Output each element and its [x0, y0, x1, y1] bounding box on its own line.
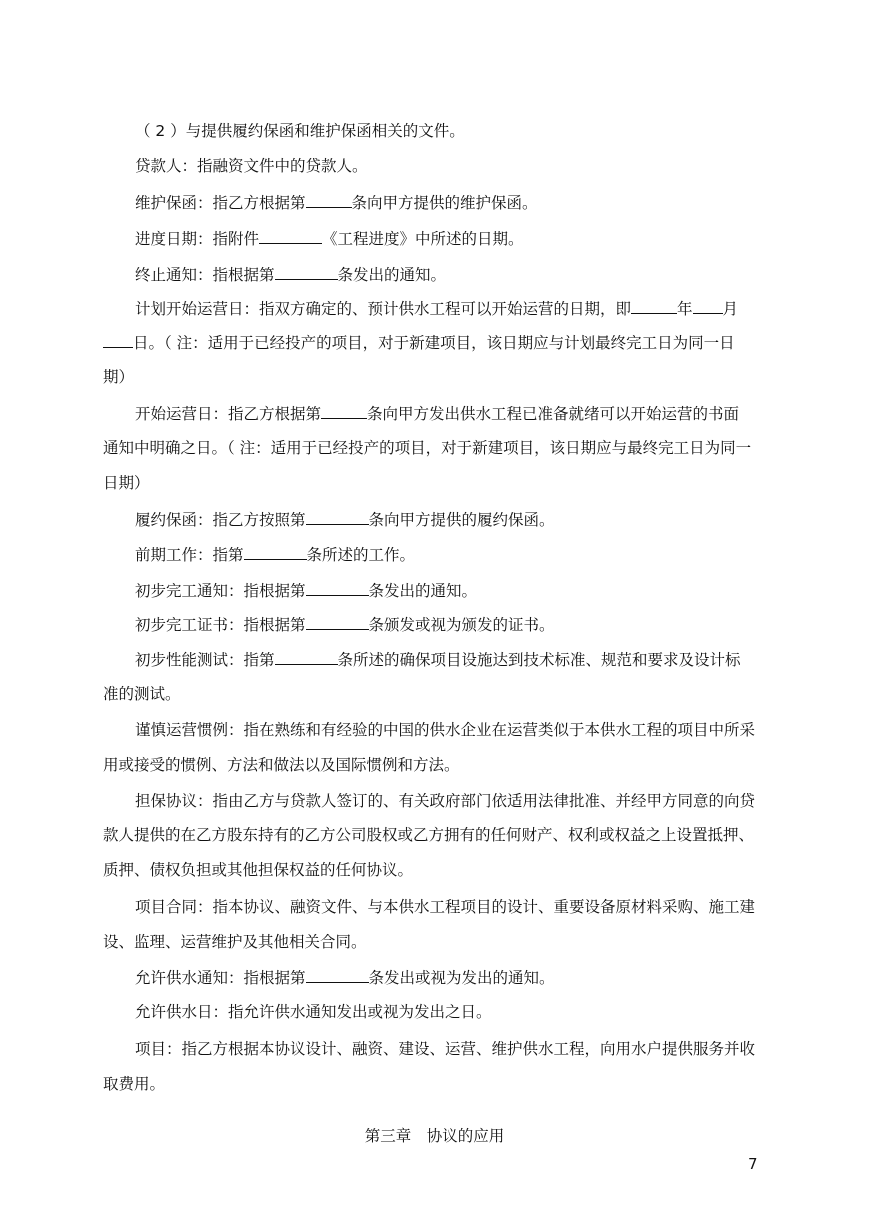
- definition-preliminary-performance-test: 初步性能测试：指第 条所述的确保项目设施达到技术标准、规范和要求及设计标: [135, 651, 741, 669]
- blank-line: [259, 228, 322, 244]
- paragraph-line: 日。（ 注：适用于已经投产的项目，对于新建项目，该日期应与计划最终完工日为同一日: [103, 332, 735, 353]
- definition-security-agreement: 担保协议：指由乙方与贷款人签订的、有关政府部门依适用法律批准、并经甲方同意的向贷: [135, 792, 756, 810]
- blank-line: [306, 509, 369, 525]
- definition-project-contracts: 项目合同：指本协议、融资文件、与本供水工程项目的设计、重要设备原材料采购、施工建: [135, 898, 756, 916]
- definition-lender: 贷款人：指融资文件中的贷款人。: [135, 157, 368, 175]
- blank-line: [631, 298, 677, 314]
- definition-project: 项目：指乙方根据本协议设计、融资、建设、运营、维护供水工程，向用水户提供服务并收: [135, 1040, 756, 1058]
- definition-maintenance-guarantee: 维护保函：指乙方根据第 条向甲方提供的维护保函。: [135, 194, 538, 212]
- paragraph-line: 期）: [103, 368, 135, 386]
- blank-line: [306, 580, 369, 596]
- blank-line: [244, 544, 307, 560]
- blank-line: [275, 649, 338, 665]
- blank-line: [306, 192, 352, 208]
- paragraph-line: 日期）: [103, 474, 150, 492]
- paragraph-line: 用或接受的惯例、方法和做法以及国际惯例和方法。: [103, 756, 460, 774]
- paragraph-line: 设、监理、运营维护及其他相关合同。: [103, 933, 367, 951]
- blank-line: [321, 403, 367, 419]
- blank-line: [103, 332, 133, 348]
- definition-scheduled-operation-date: 计划开始运营日：指双方确定的、预计供水工程可以开始运营的日期，即 年 月: [135, 300, 739, 318]
- blank-line: [306, 614, 369, 630]
- blank-line: [693, 298, 723, 314]
- paragraph-line: 准的测试。: [103, 685, 181, 703]
- definition-termination-notice: 终止通知：指根据第 条发出的通知。: [135, 266, 447, 284]
- definition-schedule-date: 进度日期：指附件 《工程进度》中所述的日期。: [135, 230, 524, 248]
- definition-preliminary-work: 前期工作：指第 条所述的工作。: [135, 546, 416, 564]
- paragraph-line: （ 2 ）与提供履约保函和维护保函相关的文件。: [135, 122, 465, 140]
- paragraph-line: 质押、债权负担或其他担保权益的任何协议。: [103, 861, 414, 879]
- definition-operation-date: 开始运营日：指乙方根据第 条向甲方发出供水工程已准备就绪可以开始运营的书面: [135, 405, 740, 423]
- chapter-heading: 第三章 协议的应用: [364, 1127, 505, 1145]
- page-number: 7: [748, 1155, 758, 1173]
- definition-performance-guarantee: 履约保函：指乙方按照第 条向甲方提供的履约保函。: [135, 511, 555, 529]
- blank-line: [275, 264, 338, 280]
- definition-preliminary-completion-certificate: 初步完工证书：指根据第 条颁发或视为颁发的证书。: [135, 616, 555, 634]
- definition-prudent-operating-practice: 谨慎运营惯例：指在熟练和有经验的中国的供水企业在运营类似于本供水工程的项目中所采: [135, 721, 756, 739]
- paragraph-line: 取费用。: [103, 1075, 166, 1093]
- blank-line: [306, 967, 369, 983]
- paragraph-line: 款人提供的在乙方股东持有的乙方公司股权或乙方拥有的任何财产、权利或权益之上设置抵押、: [103, 826, 755, 844]
- definition-preliminary-completion-notice: 初步完工通知：指根据第 条发出的通知。: [135, 582, 478, 600]
- paragraph-line: 通知中明确之日。（ 注：适用于已经投产的项目，对于新建项目，该日期应与最终完工日为同一: [103, 439, 752, 457]
- definition-water-supply-notice: 允许供水通知：指根据第 条发出或视为发出的通知。: [135, 969, 555, 987]
- definition-water-supply-date: 允许供水日：指允许供水通知发出或视为发出之日。: [135, 1003, 492, 1021]
